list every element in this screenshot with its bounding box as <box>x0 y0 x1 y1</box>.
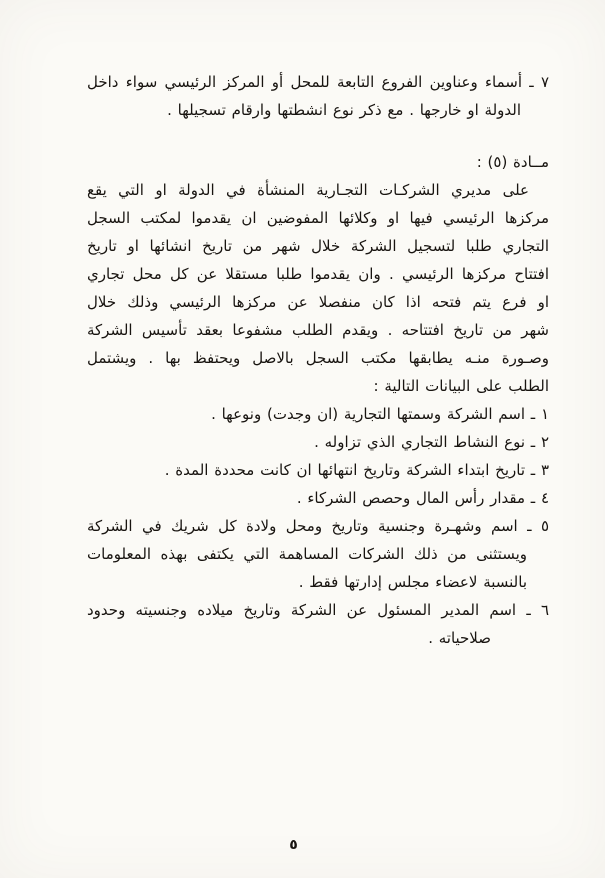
text-line: افتتاح مركزها الرئيسي . وان يقدموا طلبا مستقلا عن كل محل تجاري <box>87 265 549 283</box>
text-line: الطلب على البيانات التالية : <box>373 377 549 395</box>
list-item-2 <box>87 428 549 456</box>
list-item-5 <box>87 512 549 596</box>
text-line: بالنسبة لاعضاء مجلس إدارتها فقط . <box>298 573 527 591</box>
text-line: ٧ ـ أسماء وعناوين الفروع التابعة للمحل أو المركز الرئيسي سواء داخل <box>87 73 549 91</box>
text-line: ويستثنى من ذلك الشركات المساهمة التي يكتفى بهذه المعلومات <box>87 545 527 563</box>
list-item-4 <box>87 484 549 512</box>
text-line: ٥ ـ اسم وشهـرة وجنسية وتاريخ ومحل ولادة كل شريك في الشركة <box>87 517 549 535</box>
text-line: صلاحياته . <box>428 629 491 647</box>
text-line: ٣ ـ تاريخ ابتداء الشركة وتاريخ انتهائها ان كانت محددة المدة . <box>164 461 549 479</box>
text-line: مــادة (٥) : <box>476 153 549 171</box>
text-line: التجاري طلبا لتسجيل الشركة خلال شهر من تاريخ انشائها او تاريخ <box>87 237 549 255</box>
text-line: شهر من تاريخ افتتاحه . ويقدم الطلب مشفوعا بعقد تأسيس الشركة <box>87 321 549 339</box>
text-line: على مديري الشركـات التجـارية المنشأة في الدولة او التي يقع <box>87 181 529 199</box>
text-line: وصـورة منـه يطابقها مكتب السجل بالاصل ويحتفظ بها . ويشتمل <box>87 349 549 367</box>
text-line: ٢ ـ نوع النشاط التجاري الذي تزاوله . <box>314 433 549 451</box>
page-footer <box>0 837 605 853</box>
article-5-paragraph <box>87 176 549 400</box>
article-5-heading <box>87 148 549 176</box>
text-line: ٦ ـ اسم المدير المسئول عن الشركة وتاريخ ميلاده وجنسيته وحدود <box>87 601 549 619</box>
text-line: ١ ـ اسم الشركة وسمتها التجارية (ان وجدت) ونوعها . <box>211 405 549 423</box>
text-line: الدولة او خارجها . مع ذكر نوع انشطتها وارقام تسجيلها . <box>167 101 521 119</box>
page-number: ٥ <box>289 837 298 853</box>
text-line: او فرع يتم فتحه اذا كان منفصلا عن مركزها الرئيسي وذلك خلال <box>87 293 549 311</box>
list-item-1 <box>87 400 549 428</box>
list-item-3 <box>87 456 549 484</box>
text-line: مركزها الرئيسي فيها او وكلائها المفوضين ان يقدموا لمكتب السجل <box>87 209 549 227</box>
list-item-6 <box>87 596 549 652</box>
text-line: ٤ ـ مقدار رأس المال وحصص الشركاء . <box>296 489 549 507</box>
document-text <box>87 68 549 652</box>
clause-7 <box>87 68 549 124</box>
